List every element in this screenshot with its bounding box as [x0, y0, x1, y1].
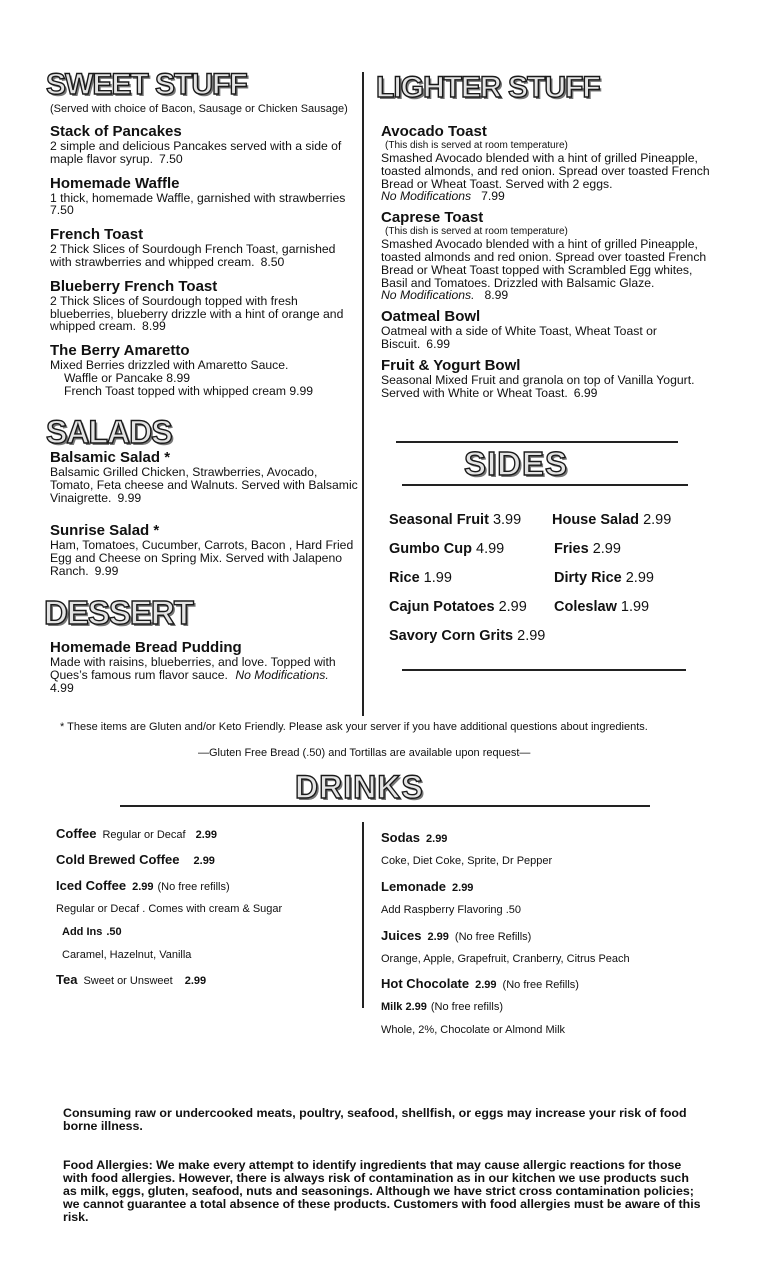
item-price: 8.50 — [260, 254, 285, 269]
drink-name: Sodas — [381, 830, 421, 845]
menu-item — [381, 209, 717, 302]
drink-name: Cold Brewed Coffee — [56, 852, 180, 867]
item-modification — [381, 190, 717, 203]
drink-name: Iced Coffee — [56, 878, 127, 893]
drink-item — [56, 826, 217, 841]
menu-item — [50, 123, 360, 166]
item-name: Sunrise Salad * — [50, 522, 160, 540]
side-price: 2.99 — [498, 599, 527, 615]
item-modification-note: No Modifications. — [235, 667, 329, 682]
sweet-stuff-list — [50, 123, 360, 407]
drink-price: 2.99 — [426, 833, 448, 845]
drink-name: Hot Chocolate — [381, 976, 470, 991]
drink-item — [56, 852, 215, 867]
drink-item — [381, 879, 473, 894]
side-item — [554, 599, 649, 615]
side-name: Seasonal Fruit — [389, 512, 489, 528]
item-description — [50, 295, 360, 333]
item-description: Smashed Avocado blended with a hint of grilled Pineapple, toasted almonds, and red onion. Spread over toasted French Bread or Wheat Toast. Served with 2 eggs. — [381, 151, 710, 191]
item-description — [50, 539, 362, 577]
drink-name: Lemonade — [381, 879, 447, 894]
side-price: 1.99 — [423, 570, 452, 586]
item-name: Avocado Toast — [381, 123, 487, 140]
item-description — [50, 466, 362, 504]
gluten-free-bread-note: —Gluten Free Bread (.50) and Tortillas are available upon request— — [198, 747, 531, 759]
drink-name: Milk 2.99 — [381, 1001, 427, 1013]
drinks-title-rule — [120, 805, 650, 807]
item-desc-text: 2 Thick Slices of Sourdough French Toast, garnished with strawberries and whipped cream. — [50, 242, 336, 269]
side-name: Coleslaw — [554, 599, 617, 615]
side-price: 2.99 — [592, 541, 621, 557]
side-price: 1.99 — [620, 599, 650, 615]
item-price: 6.99 — [573, 385, 598, 400]
column-divider-drinks — [362, 822, 364, 1008]
item-note: (This dish is served at room temperature) — [385, 226, 568, 238]
item-desc-text: 2 Thick Slices of Sourdough topped with fresh blueberries, blueberry drizzle with a hint of orange and whipped cream. — [50, 293, 344, 334]
food-allergy-notice — [63, 1159, 703, 1224]
item-desc-text: Seasonal Mixed Fruit and granola on top of Vanilla Yogurt. Served with White or Wheat Toast. — [381, 372, 695, 400]
drink-description: Orange, Apple, Grapefruit, Cranberry, Citrus Peach — [381, 953, 630, 965]
item-option: French Toast topped with whipped cream 9.99 — [64, 383, 314, 398]
item-price: 8.99 — [484, 288, 509, 303]
drink-item — [381, 928, 531, 943]
item-note: (This dish is served at room temperature) — [385, 140, 568, 151]
item-name: The Berry Amaretto — [50, 342, 190, 360]
side-name: Cajun Potatoes — [389, 599, 495, 615]
menu-item — [50, 342, 360, 397]
item-desc-text: Ham, Tomatoes, Cucumber, Carrots, Bacon , Hard Fried Egg and Cheese on Spring Mix. Served with Jalapeno Ranch. — [50, 538, 354, 578]
item-name: Homemade Bread Pudding — [50, 639, 242, 656]
drink-refill-note: (No free Refills) — [454, 931, 532, 943]
item-modification-note: No Modifications. — [381, 288, 475, 303]
sides-top-rule — [396, 441, 678, 443]
side-item — [389, 512, 521, 528]
gluten-keto-note: * These items are Gluten and/or Keto Friendly. Please ask your server if you have additional questions about ingredients. — [60, 721, 648, 733]
salads-title: SALADS — [46, 414, 172, 450]
menu-item — [50, 226, 360, 269]
lighter-stuff-list — [381, 123, 717, 408]
item-price: 9.99 — [117, 490, 142, 505]
column-divider-top — [362, 72, 364, 716]
drink-price: 2.99 — [193, 855, 215, 867]
menu-item — [381, 123, 717, 203]
item-desc-text: 2 simple and delicious Pancakes served with a side of maple flavor syrup. — [50, 139, 342, 166]
sides-bottom-rule — [402, 669, 686, 671]
item-desc-text: Oatmeal with a side of White Toast, Wheat Toast or Biscuit. — [381, 324, 657, 351]
side-name: Gumbo Cup — [389, 541, 472, 557]
side-item — [552, 512, 671, 528]
drink-price: 2.99 — [195, 829, 218, 841]
side-price: 4.99 — [476, 541, 505, 557]
drink-price: 2.99 — [132, 881, 154, 893]
side-price: 3.99 — [492, 512, 522, 528]
drink-refill-note: (No free refills) — [430, 1001, 503, 1013]
drink-description: Add Raspberry Flavoring .50 — [381, 904, 522, 916]
sides-title: SIDES — [464, 445, 569, 482]
drink-description: Coke, Diet Coke, Sprite, Dr Pepper — [381, 855, 553, 867]
drink-item — [381, 1001, 503, 1013]
item-name: Homemade Waffle — [50, 174, 180, 192]
sides-title-rule — [402, 484, 688, 486]
side-name: Dirty Rice — [554, 570, 622, 586]
food-safety-warning — [63, 1107, 703, 1133]
drink-description: Regular or Decaf . Comes with cream & Sugar — [56, 903, 283, 915]
item-modification-note: No Modifications — [381, 189, 472, 204]
sweet-stuff-title: SWEET STUFF — [46, 68, 247, 101]
menu-item — [50, 449, 362, 504]
menu-item — [381, 308, 717, 351]
allergy-warning: Food Allergies: We make every attempt to identify ingredients that may cause allergic reactions for those with food allergies. However, there is always risk of contamination as in our kitchen we use products such as milk, eggs, gluten, seafood, nuts and seasonings. Although we have strict cross contamination policies; we cannot guarantee a total absence of these products. Customers with food allergies must be aware of this risk. — [63, 1158, 701, 1224]
item-name: Oatmeal Bowl — [381, 308, 481, 326]
item-desc-text: Balsamic Grilled Chicken, Strawberries, Avocado, Tomato, Feta cheese and Walnuts. Served with Balsamic Vinaigrette. — [50, 465, 358, 505]
drink-option: Sweet or Unsweet — [83, 975, 173, 987]
dessert-list — [50, 639, 360, 694]
side-name: Rice — [389, 570, 420, 586]
item-name: Balsamic Salad * — [50, 449, 171, 466]
drink-description: Caramel, Hazelnut, Vanilla — [62, 949, 192, 961]
side-item — [389, 541, 504, 557]
drink-item — [381, 976, 579, 991]
item-description: Smashed Avocado blended with a hint of grilled Pineapple, toasted almonds and red onion. Spread over toasted French Bread or Wheat Toast topped with Scrambled Egg whites, Basil and Tomatoes. Drizzled with Balsamic Glaze. — [381, 237, 707, 290]
drink-option: Regular or Decaf — [102, 829, 186, 841]
item-description — [50, 140, 360, 166]
drink-description: Whole, 2%, Chocolate or Almond Milk — [381, 1024, 566, 1036]
item-option: Waffle or Pancake 8.99 — [64, 370, 191, 385]
side-item — [389, 570, 452, 586]
menu-item — [381, 357, 717, 400]
side-name: Fries — [554, 541, 589, 557]
item-name: Stack of Pancakes — [50, 123, 182, 140]
drink-item — [56, 878, 230, 893]
drinks-title: DRINKS — [295, 769, 424, 805]
item-modification — [381, 289, 717, 302]
item-price: 7.50 — [50, 203, 74, 218]
side-name: House Salad — [552, 512, 640, 528]
lighter-stuff-title: LIGHTER STUFF — [376, 71, 600, 104]
drink-name: Add Ins — [62, 926, 103, 938]
item-name: French Toast — [50, 226, 144, 244]
raw-food-warning: Consuming raw or undercooked meats, poultry, seafood, shellfish, or eggs may increase your risk of food borne illness. — [63, 1106, 687, 1133]
side-name: Savory Corn Grits — [389, 628, 514, 644]
drink-name: Coffee — [56, 826, 97, 841]
item-name: Blueberry French Toast — [50, 277, 218, 295]
item-description: Mixed Berries drizzled with Amaretto Sauce. — [50, 358, 289, 373]
drink-price: 2.99 — [427, 931, 449, 943]
drink-price: 2.99 — [184, 975, 207, 987]
side-price: 2.99 — [517, 628, 546, 644]
menu-item — [50, 175, 360, 218]
drink-name: Tea — [56, 972, 78, 987]
item-name: Fruit & Yogurt Bowl — [381, 356, 521, 374]
item-description — [50, 243, 360, 269]
drink-price: .50 — [106, 926, 122, 938]
drink-name: Juices — [381, 928, 422, 943]
side-item — [389, 628, 545, 644]
drink-price: 2.99 — [452, 882, 474, 894]
drink-item — [381, 830, 447, 845]
drink-refill-note: (No free Refills) — [502, 979, 579, 991]
item-name: Caprese Toast — [381, 209, 484, 227]
salads-list — [50, 449, 362, 578]
item-description — [50, 656, 360, 694]
side-item — [554, 541, 621, 557]
item-price: 7.50 — [158, 151, 183, 166]
side-item — [554, 570, 654, 586]
item-price: 7.99 — [481, 189, 505, 204]
item-desc-text: 1 thick, homemade Waffle, garnished with strawberries — [50, 190, 346, 205]
item-price: 9.99 — [94, 563, 119, 578]
drink-item — [56, 972, 206, 987]
item-description — [381, 374, 717, 400]
drink-item — [62, 926, 122, 938]
menu-item — [50, 278, 360, 333]
menu-item — [50, 522, 362, 577]
side-price: 2.99 — [625, 570, 654, 586]
drink-refill-note: (No free refills) — [157, 881, 230, 893]
drink-price: 2.99 — [475, 979, 497, 991]
item-description — [381, 325, 717, 351]
sweet-stuff-subtitle: (Served with choice of Bacon, Sausage or Chicken Sausage) — [50, 103, 348, 115]
item-desc-text: Made with raisins, blueberries, and love. Topped with Ques’s famous rum flavor sauce. — [50, 655, 336, 682]
side-item — [389, 599, 527, 615]
item-price: 4.99 — [50, 680, 74, 695]
side-price: 2.99 — [643, 512, 672, 528]
item-price: 8.99 — [142, 319, 166, 334]
dessert-title: DESSERT — [44, 594, 193, 631]
item-description — [50, 192, 360, 218]
item-price: 6.99 — [426, 336, 451, 351]
